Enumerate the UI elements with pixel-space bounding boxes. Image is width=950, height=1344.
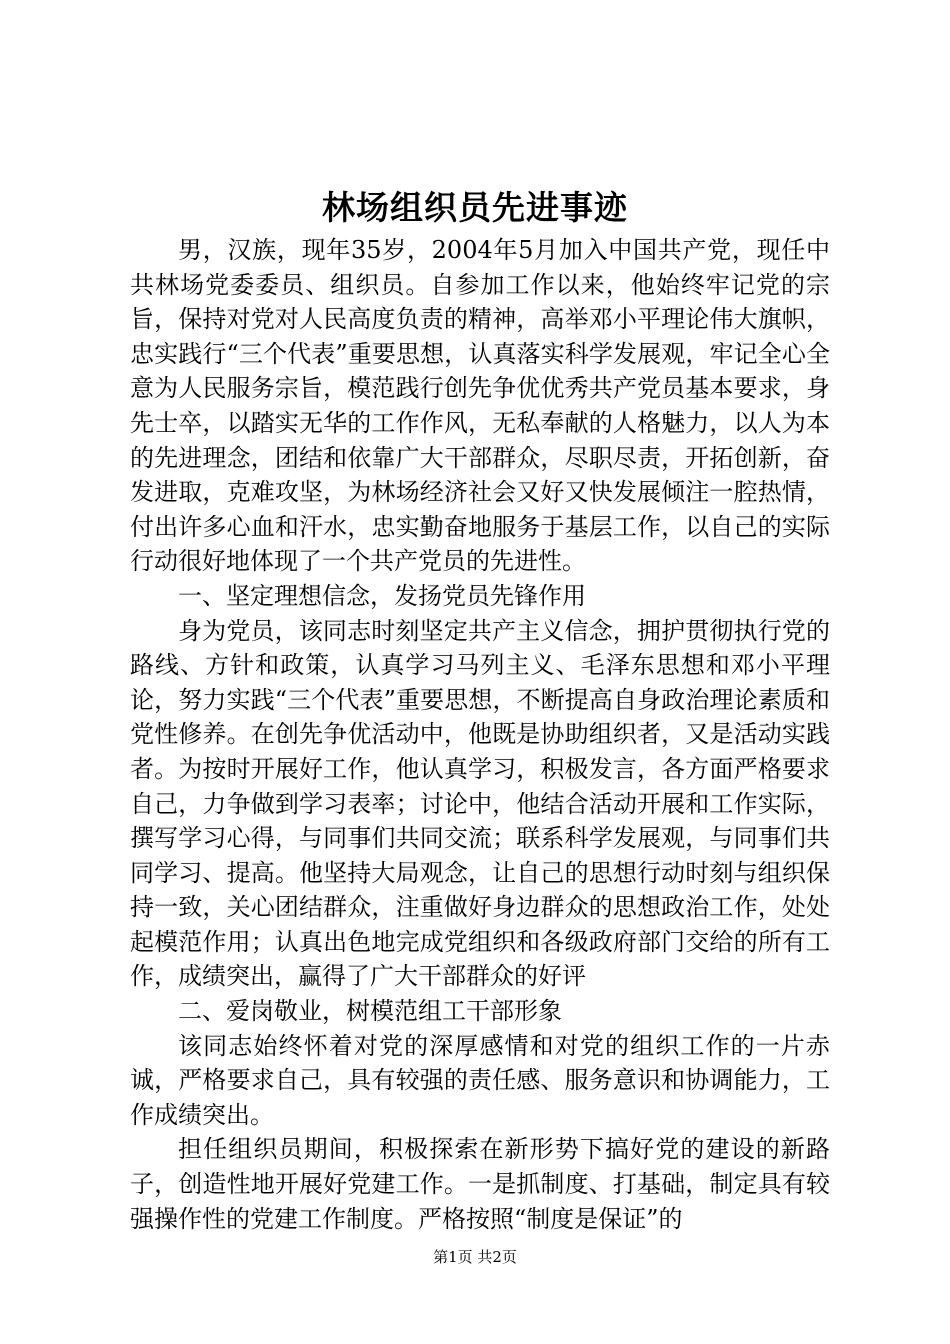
paragraph-section-1: 身为党员，该同志时刻坚定共产主义信念，拥护贯彻执行党的路线、方针和政策，认真学习马列主义、毛泽东思想和邓小平理论，努力实践“三个代表”重要思想，不断提高自身政治理论素质和党性修养。在创先争优活动中，他既是协助组织者，又是活动实践者。为按时开展好工作，他认真学习，积极发言，各方面严格要求自己，力争做到学习表率；讨论中，他结合活动开展和工作实际，撰写学习心得，与同事们共同交流；联系科学发展观，与同事们共同学习、提高。他坚持大局观念，让自己的思想行动时刻与组织保持一致，关心团结群众，注重做好身边群众的思想政治工作，处处起模范作用；认真出色地完成党组织和各级政府部门交给的所有工作，成绩突出，赢得了广大干部群众的好评 <box>130 616 830 991</box>
section-heading-2: 二、爱岗敬业，树模范组工干部形象 <box>178 997 562 1026</box>
paragraph-intro: 男，汉族，现年35岁，2004年5月加入中国共产党，现任中共林场党委委员、组织员。自参加工作以来，他始终牢记党的宗旨，保持对党对人民高度负责的精神，高举邓小平理论伟大旗帜，忠实践行“三个代表”重要思想，认真落实科学发展观，牢记全心全意为人民服务宗旨，模范践行创先争优优秀共产党员基本要求，身先士卒，以踏实无华的工作作风，无私奉献的人格魅力，以人为本的先进理念，团结和依靠广大干部群众，尽职尽责，开拓创新，奋发进取，克难攻坚，为林场经济社会又好又快发展倾注一腔热情，付出许多心血和汗水，忠实勤奋地服务于基层工作，以自己的实际行动很好地体现了一个共产党员的先进性。 <box>130 236 830 576</box>
section-heading-1: 一、坚定理想信念，发扬党员先锋作用 <box>178 581 586 610</box>
document-body <box>130 233 830 1236</box>
page-number-footer: 第1页 共2页 <box>433 1248 517 1266</box>
paragraph-section-2a: 该同志始终怀着对党的深厚感情和对党的组织工作的一片赤诚，严格要求自己，具有较强的责任感、服务意识和协调能力，工作成绩突出。 <box>130 1031 830 1129</box>
document-title: 林场组织员先进事迹 <box>322 188 628 227</box>
paragraph-section-2b: 担任组织员期间，积极探索在新形势下搞好党的建设的新路子，创造性地开展好党建工作。一是抓制度、打基础，制定具有较强操作性的党建工作制度。严格按照“制度是保证”的 <box>130 1135 830 1233</box>
